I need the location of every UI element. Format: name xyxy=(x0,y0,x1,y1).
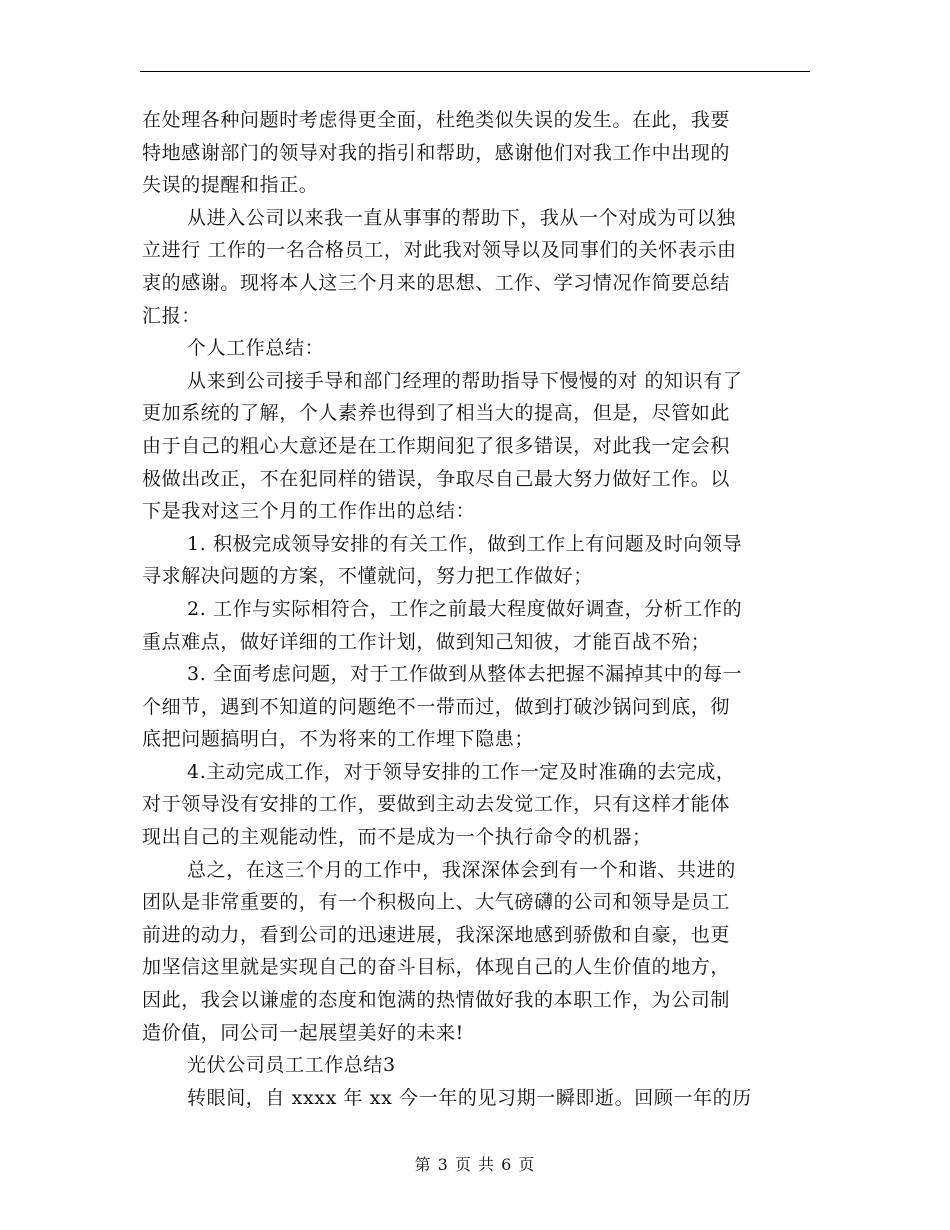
text-line: 寻求解决问题的方案，不懂就问，努力把工作做好； xyxy=(142,565,593,588)
text-line: 立进行 工作的一名合格员工，对此我对领导以及同事们的关怀表示由 xyxy=(142,239,737,262)
text-line: 现出自己的主观能动性，而不是成为一个执行命令的机器； xyxy=(142,826,652,849)
text-line: 对于领导没有安排的工作，要做到主动去发觉工作，只有这样才能体 xyxy=(142,793,731,816)
text-line: 从进入公司以来我一直从事事的帮助下，我从一个对成为可以独 xyxy=(187,206,736,229)
text-line: 4.主动完成工作，对于领导安排的工作一定及时准确的去完成， xyxy=(187,760,736,783)
text-line: 从来到公司接手导和部门经理的帮助指导下慢慢的对 的知识有了 xyxy=(187,369,743,392)
text-line: 失误的提醒和指正。 xyxy=(142,174,319,197)
text-line: 因此，我会以谦虚的态度和饱满的热情做好我的本职工作，为公司制 xyxy=(142,989,731,1012)
text-line: 极做出改正，不在犯同样的错误，争取尽自己最大努力做好工作。以 xyxy=(142,467,731,490)
text-line: 在处理各种问题时考虑得更全面，杜绝类似失误的发生。在此，我要 xyxy=(142,109,731,131)
text-line: 总之，在这三个月的工作中，我深深体会到有一个和谐、共进的 xyxy=(187,858,736,881)
text-line: 3. 全面考虑问题，对于工作做到从整体去把握不漏掉其中的每一 xyxy=(187,663,743,686)
page-footer: 第 3 页 共 6 页 xyxy=(414,1155,536,1174)
text-line: 汇报： xyxy=(142,304,201,327)
text-line: 底把问题搞明白，不为将来的工作埋下隐患； xyxy=(142,728,535,751)
text-line: 个人工作总结： xyxy=(187,337,325,360)
text-line: 转眼间，自 xxxx 年 xx 今一年的见习期一瞬即逝。回顾一年的历 xyxy=(187,1086,752,1109)
text-line: 光伏公司员工工作总结3 xyxy=(187,1054,396,1077)
text-line: 团队是非常重要的，有一个积极向上、大气磅礴的公司和领导是员工 xyxy=(142,891,731,914)
text-line: 加坚信这里就是实现自己的奋斗目标，体现自己的人生价值的地方， xyxy=(142,956,731,979)
text-line: 由于自己的粗心大意还是在工作期间犯了很多错误，对此我一定会积 xyxy=(142,434,731,457)
header-rule xyxy=(140,71,810,72)
text-line: 造价值，同公司一起展望美好的未来! xyxy=(142,1021,464,1044)
text-line: 更加系统的了解，个人素养也得到了相当大的提高，但是，尽管如此 xyxy=(142,402,731,425)
text-line: 1. 积极完成领导安排的有关工作，做到工作上有问题及时向领导 xyxy=(187,532,743,555)
text-line: 特地感谢部门的领导对我的指引和帮助，感谢他们对我工作中出现的 xyxy=(142,141,731,164)
text-line: 前进的动力，看到公司的迅速进展，我深深地感到骄傲和自豪，也更 xyxy=(142,923,731,946)
document-body xyxy=(142,104,810,1114)
text-line: 重点难点，做好详细的工作计划，做到知己知彼，才能百战不殆； xyxy=(142,630,711,653)
text-line: 2. 工作与实际相符合，工作之前最大程度做好调查，分析工作的 xyxy=(187,597,743,620)
text-line: 衷的感谢。现将本人这三个月来的思想、工作、学习情况作简要总结 xyxy=(142,271,731,294)
text-line: 个细节，遇到不知道的问题绝不一带而过，做到打破沙锅问到底，彻 xyxy=(142,695,731,718)
text-line: 下是我对这三个月的工作作出的总结： xyxy=(142,500,476,523)
